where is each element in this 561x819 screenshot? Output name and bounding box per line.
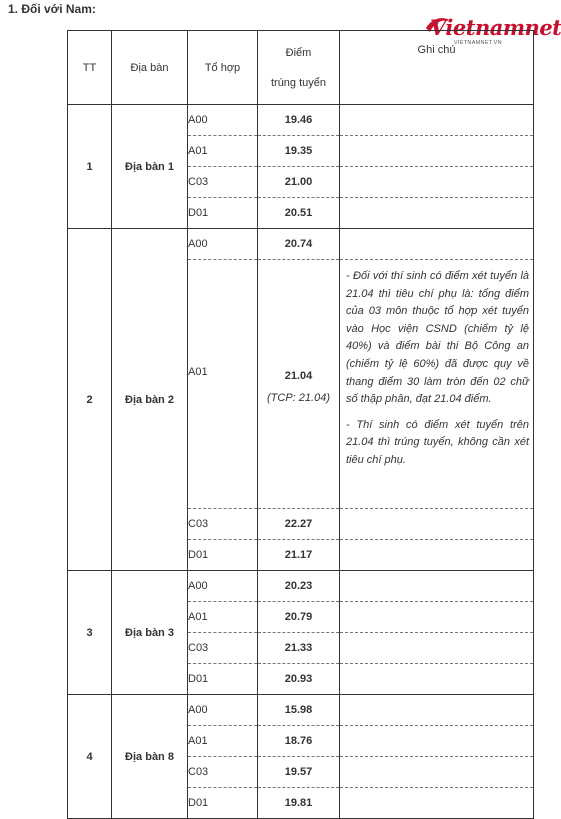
- row-note: [340, 198, 534, 229]
- table-row: [68, 229, 534, 260]
- row-score: 19.35: [258, 136, 340, 167]
- table-row: [68, 695, 534, 726]
- row-tt: 1: [68, 105, 112, 229]
- row-combo: A00: [188, 571, 258, 602]
- row-combo: C03: [188, 509, 258, 540]
- admission-scores-table: [67, 30, 534, 819]
- row-area: Địa bàn 2: [112, 229, 188, 571]
- row-score-value: 21.04: [284, 370, 313, 382]
- row-note: [340, 229, 534, 260]
- header-note: Ghi chú: [340, 31, 534, 105]
- row-area: Địa bàn 1: [112, 105, 188, 229]
- row-score: 21.33: [258, 633, 340, 664]
- row-note: [340, 664, 534, 695]
- note-paragraph: - Đối với thí sinh có điểm xét tuyển là 21.04 thì tiêu chí phụ là: tổng điểm của 03 môn thuộc tổ hợp xét tuyển vào Học viện CSND (chiếm tỷ lệ 40%) và điểm bài thi Bộ Công an (chiếm tỷ lệ 60%) đã được quy về thang điểm 30 làm tròn đến 02 chữ số thập phân, đạt 21.04 điểm.: [346, 270, 529, 406]
- row-combo: C03: [188, 633, 258, 664]
- row-combo: D01: [188, 540, 258, 571]
- row-score: 20.51: [258, 198, 340, 229]
- header-score: [258, 31, 340, 105]
- row-tt: 3: [68, 571, 112, 695]
- row-note: [340, 136, 534, 167]
- header-combo: Tổ hợp: [188, 31, 258, 105]
- row-score: 21.00: [258, 167, 340, 198]
- row-score: 19.46: [258, 105, 340, 136]
- row-score: 19.57: [258, 757, 340, 788]
- row-note: [340, 260, 534, 509]
- note-text: [340, 260, 533, 470]
- row-note: [340, 757, 534, 788]
- row-score: 22.27: [258, 509, 340, 540]
- row-tt: 2: [68, 229, 112, 571]
- header-area: Địa bàn: [112, 31, 188, 105]
- row-combo: C03: [188, 757, 258, 788]
- row-combo: A00: [188, 695, 258, 726]
- row-score: 15.98: [258, 695, 340, 726]
- header-score-line2: trúng tuyển: [270, 76, 327, 89]
- row-combo: D01: [188, 788, 258, 819]
- row-score: 20.23: [258, 571, 340, 602]
- header-score-line1: Điểm: [285, 46, 312, 59]
- row-area: Địa bàn 8: [112, 695, 188, 819]
- row-note: [340, 633, 534, 664]
- row-note: [340, 602, 534, 633]
- section-heading: 1. Đối với Nam:: [8, 2, 96, 16]
- row-combo: D01: [188, 198, 258, 229]
- row-combo-text: A01: [188, 366, 208, 378]
- row-score: 20.79: [258, 602, 340, 633]
- row-tt: 4: [68, 695, 112, 819]
- row-area: Địa bàn 3: [112, 571, 188, 695]
- row-combo: [188, 260, 258, 509]
- row-note: [340, 167, 534, 198]
- row-note: [340, 571, 534, 602]
- row-combo: D01: [188, 664, 258, 695]
- row-note: [340, 726, 534, 757]
- logo-wordmark: Vietnamnet: [430, 15, 561, 40]
- table-header-row: [68, 31, 534, 105]
- row-note: [340, 509, 534, 540]
- row-note: [340, 695, 534, 726]
- header-tt: TT: [68, 31, 112, 105]
- row-combo: A01: [188, 726, 258, 757]
- row-score: 20.74: [258, 229, 340, 260]
- row-combo: A00: [188, 229, 258, 260]
- row-score: 20.93: [258, 664, 340, 695]
- table-row: [68, 105, 534, 136]
- row-score: 19.81: [258, 788, 340, 819]
- row-combo: A01: [188, 136, 258, 167]
- note-paragraph: - Thí sinh có điểm xét tuyển trên 21.04 thì trúng tuyển, không cần xét tiêu chí phụ.: [346, 418, 529, 466]
- row-note: [340, 540, 534, 571]
- row-note: [340, 105, 534, 136]
- table-row: [68, 571, 534, 602]
- row-combo: A01: [188, 602, 258, 633]
- row-score: [258, 260, 340, 509]
- logo-subtext: VIETNAMNET.VN: [454, 40, 502, 46]
- row-score-tiebreak: (TCP: 21.04): [267, 392, 330, 404]
- row-combo: A00: [188, 105, 258, 136]
- row-combo: C03: [188, 167, 258, 198]
- row-score: 21.17: [258, 540, 340, 571]
- row-score: 18.76: [258, 726, 340, 757]
- row-note: [340, 788, 534, 819]
